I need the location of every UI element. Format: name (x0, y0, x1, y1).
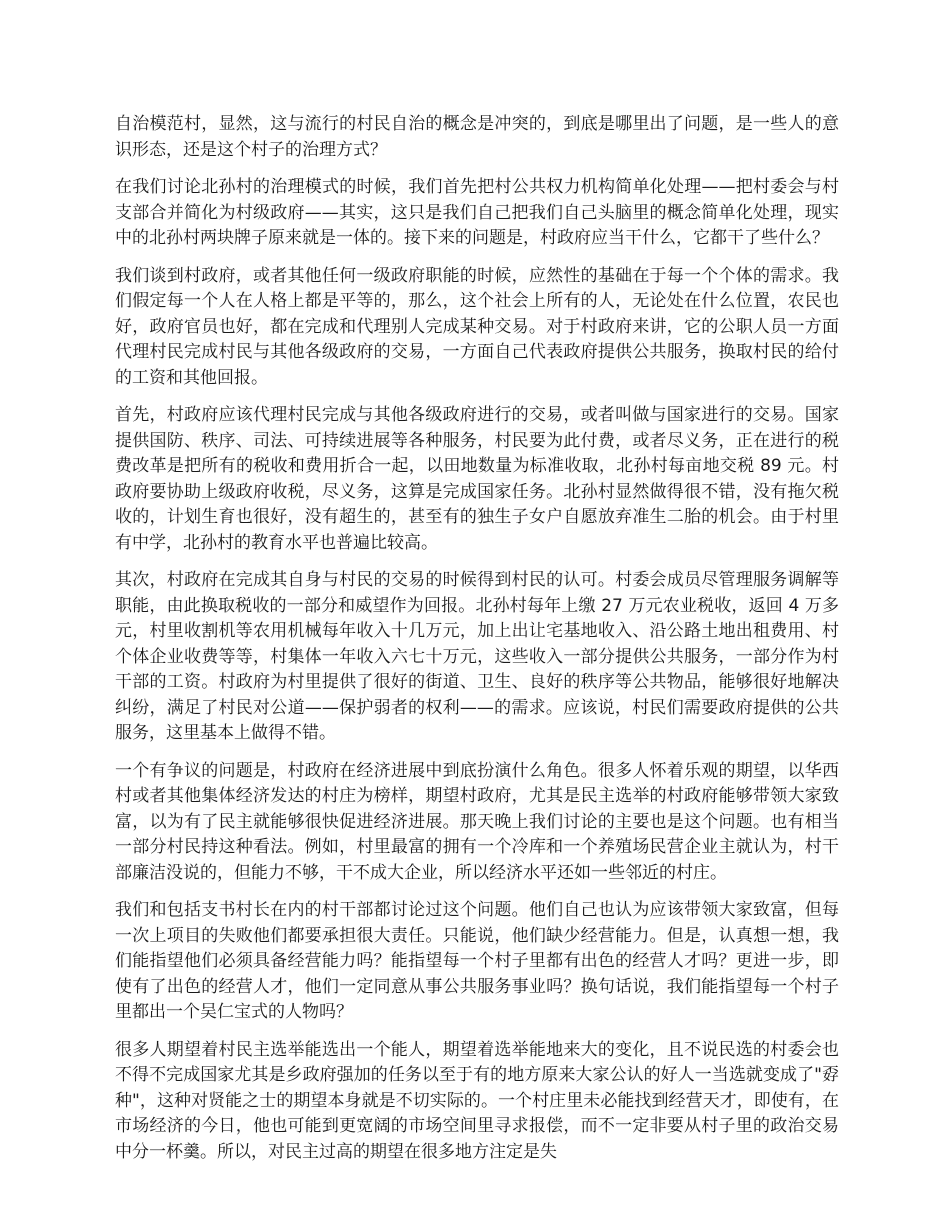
document-page (115, 112, 839, 1177)
paragraph-3: 我们谈到村政府，或者其他任何一级政府职能的时候，应然性的基础在于每一个个体的需求。我们假定每一个人在人格上都是平等的，那么，这个社会上所有的人，无论处在什么位置，农民也好，政府官员也好，都在完成和代理别人完成某种交易。对于村政府来讲，它的公职人员一方面代理村民完成村民与其他各级政府的交易，一方面自己代表政府提供公共服务，换取村民的给付的工资和其他回报。 (115, 265, 839, 388)
paragraph-1: 自治模范村，显然，这与流行的村民自治的概念是冲突的，到底是哪里出了问题，是一些人的意识形态，还是这个村子的治理方式？ (115, 114, 839, 160)
paragraph-6: 一个有争议的问题是，村政府在经济进展中到底扮演什么角色。很多人怀着乐观的期望，以华西村或者其他集体经济发达的村庄为榜样，期望村政府，尤其是民主选举的村政府能够带领大家致富，以为有了民主就能够很快促进经济进展。那天晚上我们讨论的主要也是这个问题。也有相当一部分村民持这种看法。例如，村里最富的拥有一个冷库和一个养殖场民营企业主就认为，村干部廉洁没说的，但能力不够，干不成大企业，所以经济水平还如一些邻近的村庄。 (115, 760, 839, 883)
paragraph-7: 我们和包括支书村长在内的村干部都讨论过这个问题。他们自己也认为应该带领大家致富，但每一次上项目的失败他们都要承担很大责任。只能说，他们缺少经营能力。但是，认真想一想，我们能指望他们必须具备经营能力吗？能指望每一个村子里都有出色的经营人才吗？更进一步，即使有了出色的经营人才，他们一定同意从事公共服务事业吗？换句话说，我们能指望每一个村子里都出一个吴仁宝式的人物吗？ (115, 900, 839, 1022)
paragraph-5: 其次，村政府在完成其自身与村民的交易的时候得到村民的认可。村委会成员尽管理服务调解等职能，由此换取税收的一部分和威望作为回报。北孙村每年上缴 27 万元农业税收，返回 4 万多元，村里收割机等农用机械每年收入十几万元，加上出让宅基地收入、沿公路土地出租费用、村个体企业收费等等，村集体一年收入六七十万元，这些收入一部分提供公共服务，一部分作为村干部的工资。村政府为村里提供了很好的街道、卫生、良好的秩序等公共物品，能够很好地解决纠纷，满足了村民对公道——保护弱者的权利——的需求。应该说，村民们需要政府提供的公共服务，这里基本上做得不错。 (115, 570, 839, 743)
paragraph-8: 很多人期望着村民主选举能选出一个能人，期望着选举能地来大的变化，且不说民选的村委会也不得不完成国家尤其是乡政府强加的任务以至于有的地方原来大家公认的好人一当选就变成了"孬种"，这种对贤能之士的期望本身就是不切实际的。一个村庄里未必能找到经营天才，即使有，在市场经济的今日，他也可能到更宽阔的市场空间里寻求报偿，而不一定非要从村子里的政治交易中分一杯羹。所以，对民主过高的期望在很多地方注定是失 (115, 1039, 839, 1162)
paragraph-4: 首先，村政府应该代理村民完成与其他各级政府进行的交易，或者叫做与国家进行的交易。国家提供国防、秩序、司法、可持续进展等各种服务，村民要为此付费，或者尽义务，正在进行的税费改革是把所有的税收和费用折合一起，以田地数量为标准收取，北孙村每亩地交税 89 元。村政府要协助上级政府收税，尽义务，这算是完成国家任务。北孙村显然做得很不错，没有拖欠税收的，计划生育也很好，没有超生的，甚至有的独生子女户自愿放弃准生二胎的机会。由于村里有中学，北孙村的教育水平也普遍比较高。 (115, 405, 839, 553)
paragraph-2: 在我们讨论北孙村的治理模式的时候，我们首先把村公共权力机构简单化处理——把村委会与村支部合并简化为村级政府——其实，这只是我们自己把我们自己头脑里的概念简单化处理，现实中的北孙村两块牌子原来就是一体的。接下来的问题是，村政府应当干什么，它都干了些什么？ (115, 177, 839, 248)
